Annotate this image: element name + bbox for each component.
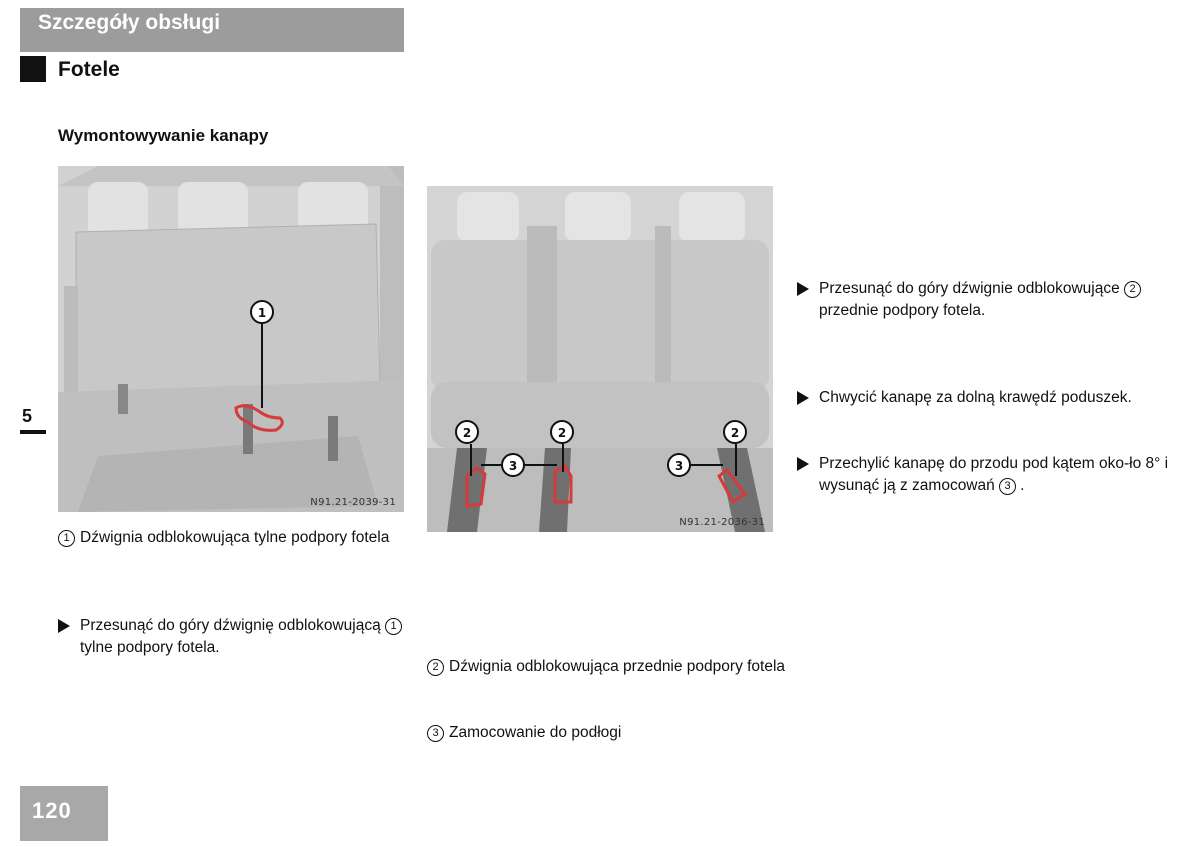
figure-code: N91.21-2039-31: [310, 497, 396, 508]
step-release-front: [797, 278, 1169, 322]
step-text-post: tylne podpory fotela.: [80, 639, 220, 656]
page-number: 120: [32, 798, 72, 823]
legend-text: Dźwignia odblokowująca przednie podpory fotela: [449, 658, 786, 675]
legend-number: 2: [427, 659, 444, 676]
section-title: Szczegóły obsługi: [38, 11, 221, 34]
step-grab-bench: [797, 387, 1169, 409]
step-text: Chwycić kanapę za dolną krawędź poduszek.: [819, 389, 1132, 406]
step-ref-number: 1: [385, 618, 402, 635]
bullet-triangle-icon: [797, 457, 809, 471]
figure-marker-2b: 2: [557, 426, 567, 440]
step-tilt-remove: [797, 453, 1169, 497]
figure-rear-bench-illustration: [58, 166, 404, 512]
chapter-underline: [20, 430, 46, 434]
figure-marker-3a: 3: [508, 459, 518, 473]
step-text-pre: Przesunąć do góry dźwignie odblokowujące: [819, 280, 1120, 297]
step-ref-number: 2: [1124, 281, 1141, 298]
figure-rear-bench: [58, 166, 404, 512]
legend-number: 1: [58, 530, 75, 547]
legend-item-1: [58, 527, 410, 549]
legend-item-3: [427, 722, 794, 744]
figure-marker-2c: 2: [730, 426, 740, 440]
figure-marker-2a: 2: [462, 426, 472, 440]
step-ref-number: 3: [999, 478, 1016, 495]
figure-marker-3b: 3: [674, 459, 684, 473]
legend-number: 3: [427, 725, 444, 742]
legend-text: Zamocowanie do podłogi: [449, 724, 622, 741]
step-text-post: przednie podpory fotela.: [819, 302, 986, 319]
bullet-triangle-icon: [797, 282, 809, 296]
figure-code: N91.21-2036-31: [679, 517, 765, 528]
bullet-triangle-icon: [797, 391, 809, 405]
step-text-pre: Przesunąć do góry dźwignię odblokowującą: [80, 617, 381, 634]
figure-front-supports: [427, 186, 773, 532]
step-text-pre: Przechylić kanapę do przodu pod kątem oko-ło 8° i wysunąć ją z zamocowań: [819, 455, 1169, 494]
step-release-rear: [58, 615, 425, 659]
column1-heading: Wymontowywanie kanapy: [58, 126, 269, 145]
figure-marker-1: 1: [257, 306, 267, 320]
legend-item-2: [427, 656, 794, 678]
bullet-triangle-icon: [58, 619, 70, 633]
subsection-title: Fotele: [58, 58, 120, 81]
step-text-post: .: [1020, 477, 1025, 494]
chapter-tab: 5: [22, 406, 33, 426]
subsection-marker: [20, 56, 46, 82]
legend-text: Dźwignia odblokowująca tylne podpory fotela: [80, 529, 390, 546]
figure-front-supports-illustration: [427, 186, 773, 532]
